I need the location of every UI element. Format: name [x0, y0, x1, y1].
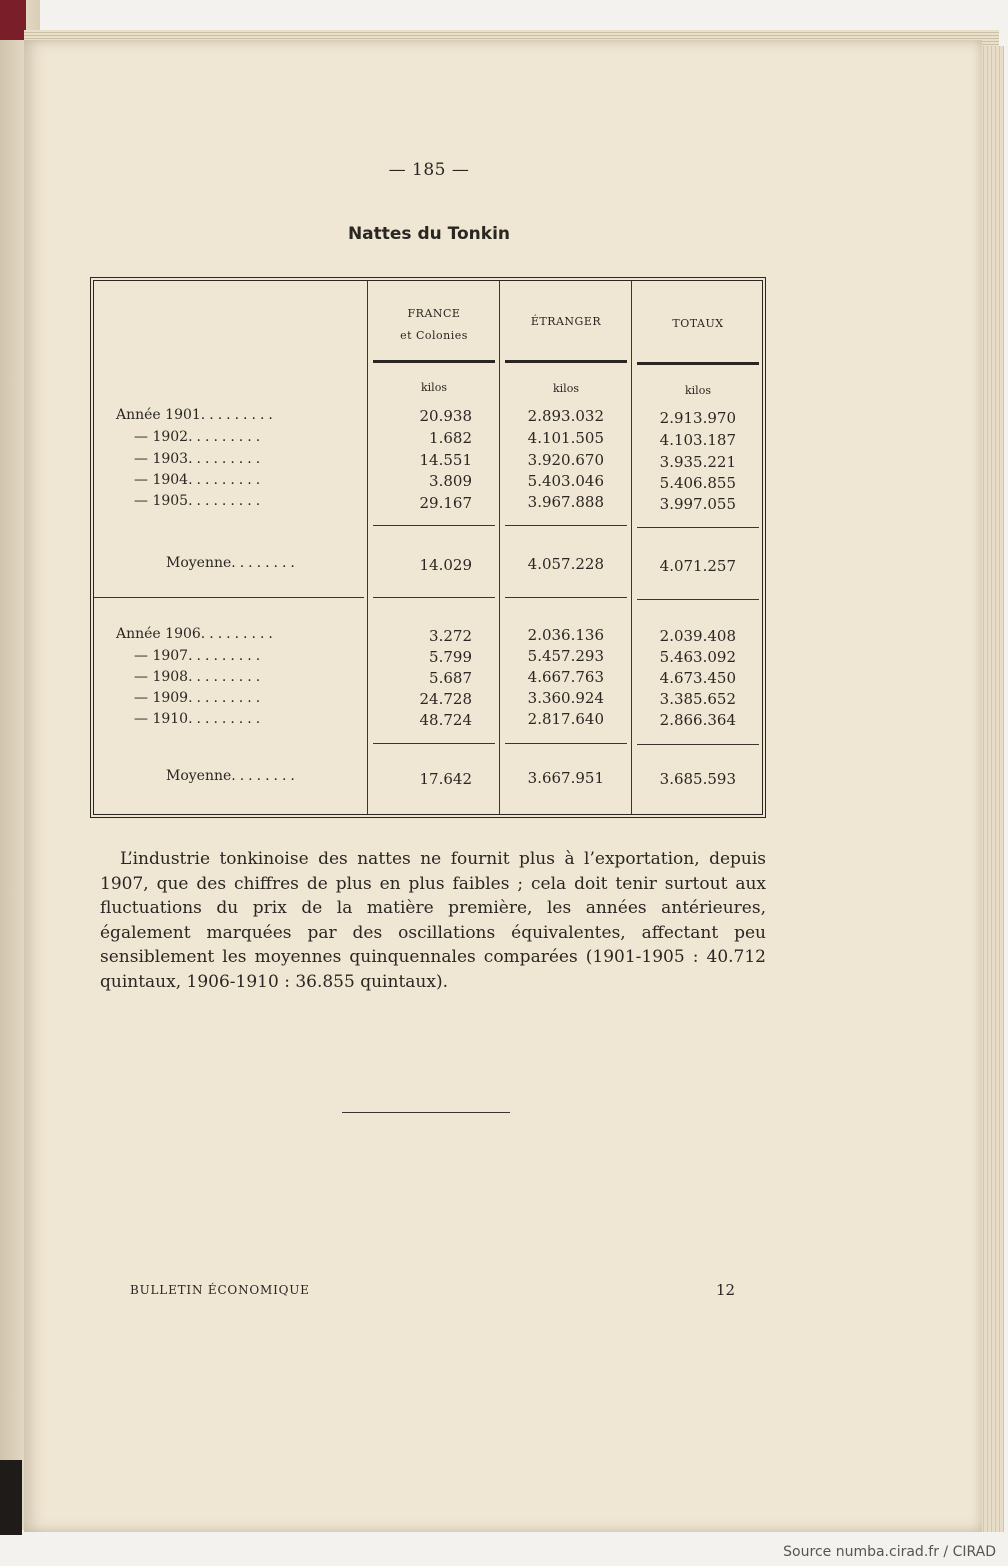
- row-label: — 1903: [134, 451, 189, 467]
- row-label: Moyenne: [166, 555, 232, 571]
- leader-dots: .........: [188, 472, 265, 488]
- row-label: Année 1901: [116, 407, 201, 423]
- subtotal-rule: [373, 525, 495, 526]
- cell-etranger: 2.036.136: [527, 626, 604, 644]
- source-credit: Source numba.cirad.fr / CIRAD: [783, 1544, 996, 1560]
- footer-signature-number: 12: [716, 1281, 736, 1299]
- leader-dots: .........: [188, 669, 265, 685]
- subtotal-rule: [505, 525, 627, 526]
- cell-france: 24.728: [419, 690, 472, 708]
- leader-dots: .........: [188, 493, 265, 509]
- block-separator: [373, 597, 495, 598]
- cell-totaux: 3.385.652: [659, 690, 736, 708]
- cell-totaux: 5.463.092: [659, 648, 736, 666]
- cell-totaux: 4.071.257: [659, 557, 736, 575]
- header-totaux: TOTAUX: [672, 317, 724, 330]
- unit-totaux: kilos: [685, 384, 711, 397]
- row-label: — 1905: [134, 493, 189, 509]
- cell-totaux: 4.673.450: [659, 669, 736, 687]
- cell-totaux: 3.685.593: [659, 770, 736, 788]
- header-france-sub: et Colonies: [400, 329, 468, 342]
- cell-france: 48.724: [419, 711, 472, 729]
- unit-etranger: kilos: [553, 382, 579, 395]
- cell-etranger: 3.920.670: [527, 451, 604, 469]
- block-separator: [94, 597, 364, 598]
- leader-dots: .........: [188, 451, 265, 467]
- subtotal-rule: [637, 527, 759, 528]
- cell-france: 3.272: [429, 627, 472, 645]
- cell-totaux: 5.406.855: [659, 474, 736, 492]
- book-cover-corner: [0, 1460, 22, 1535]
- leader-dots: .........: [188, 429, 265, 445]
- subtotal-rule: [637, 744, 759, 745]
- bookmark-ribbon: [0, 0, 26, 40]
- row-label: — 1909: [134, 690, 189, 706]
- column-divider: [367, 281, 368, 814]
- leader-dots: .........: [188, 648, 265, 664]
- block-separator: [637, 599, 759, 600]
- table-title: Nattes du Tonkin: [347, 224, 511, 244]
- cell-totaux: 4.103.187: [659, 431, 736, 449]
- column-divider: [631, 281, 632, 814]
- leader-dots: ........: [231, 768, 299, 784]
- leader-dots: .........: [188, 711, 265, 727]
- subtotal-rule: [373, 743, 495, 744]
- cell-france: 17.642: [419, 770, 472, 788]
- cell-totaux: 2.866.364: [659, 711, 736, 729]
- row-label: — 1910: [134, 711, 189, 727]
- row-label: — 1902: [134, 429, 189, 445]
- row-label: Année 1906: [116, 626, 201, 642]
- cell-totaux: 2.039.408: [659, 627, 736, 645]
- column-divider: [499, 281, 500, 814]
- subtotal-rule: [505, 743, 627, 744]
- cell-totaux: 3.997.055: [659, 495, 736, 513]
- cell-etranger: 3.967.888: [527, 493, 604, 511]
- row-label: — 1907: [134, 648, 189, 664]
- header-rule: [505, 360, 627, 363]
- cell-france: 20.938: [419, 407, 472, 425]
- cell-totaux: 3.935.221: [659, 453, 736, 471]
- data-table: [90, 277, 766, 818]
- cell-france: 14.551: [419, 451, 472, 469]
- row-label: Moyenne: [166, 768, 232, 784]
- header-france: [374, 303, 494, 347]
- header-rule: [373, 360, 495, 363]
- row-label: — 1908: [134, 669, 189, 685]
- cell-etranger: 3.667.951: [527, 769, 604, 787]
- footer-publication: BULLETIN ÉCONOMIQUE: [130, 1283, 310, 1297]
- row-label: — 1904: [134, 472, 189, 488]
- cell-etranger: 2.817.640: [527, 710, 604, 728]
- block-separator: [505, 597, 627, 598]
- leader-dots: ........: [231, 555, 299, 571]
- unit-france: kilos: [421, 381, 447, 394]
- header-france-label: FRANCE: [407, 307, 461, 320]
- header-rule: [637, 362, 759, 365]
- page-number: — 185 —: [388, 160, 470, 180]
- cell-france: 14.029: [419, 556, 472, 574]
- cell-etranger: 3.360.924: [527, 689, 604, 707]
- leader-dots: .........: [200, 407, 277, 423]
- cell-france: 3.809: [429, 472, 472, 490]
- cell-totaux: 2.913.970: [659, 409, 736, 427]
- section-rule: [342, 1112, 510, 1113]
- header-etranger: ÉTRANGER: [530, 315, 602, 328]
- cell-etranger: 4.667.763: [527, 668, 604, 686]
- cell-france: 29.167: [419, 494, 472, 512]
- cell-etranger: 2.893.032: [527, 407, 604, 425]
- leader-dots: .........: [200, 626, 277, 642]
- body-paragraph: L’industrie tonkinoise des nattes ne fournit plus à l’exportation, depuis 1907, que des chiffres de plus en plus faibles ; cela doit tenir surtout aux fluctuations du prix de la matière première, les années antérieures, également marquées par des oscillations équivalentes, affectant peu sensiblement les moyennes quinquennales comparées (1901-1905 : 40.712 quintaux, 1906-1910 : 36.855 quintaux).: [100, 849, 766, 992]
- cell-france: 5.799: [429, 648, 472, 666]
- cell-etranger: 5.457.293: [527, 647, 604, 665]
- cell-etranger: 4.057.228: [527, 555, 604, 573]
- leader-dots: .........: [188, 690, 265, 706]
- cell-etranger: 4.101.505: [527, 429, 604, 447]
- cell-etranger: 5.403.046: [527, 472, 604, 490]
- cell-france: 5.687: [429, 669, 472, 687]
- cell-france: 1.682: [429, 429, 472, 447]
